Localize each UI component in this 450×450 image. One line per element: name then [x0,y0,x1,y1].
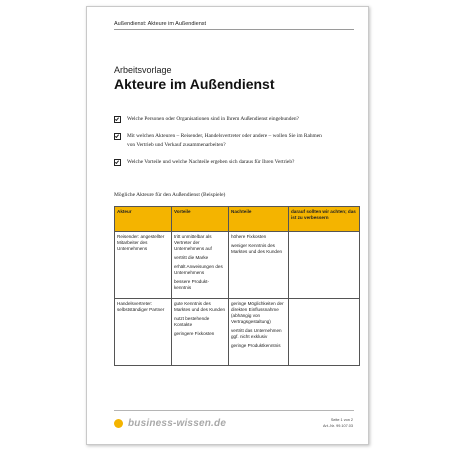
actors-table [114,206,360,366]
cell-line: geringere Fixkosten [174,331,215,336]
running-header: Außendienst: Akteure im Außendienst [114,21,207,27]
cell-line: gute Kenntnis des Marktes und des Kunden [174,301,226,312]
cell-line: geringe Möglichkeiten der direkten Einflussnahme (abhängig von Vertragsgestaltung) [231,301,284,324]
checklist-item-text: Mit welchen Akteuren – Reisender, Handelsvertreter oder andere – wollen Sie im Rahmen von Vertrieb und Verkauf zusammenarbeiten? [127,133,322,148]
cell-line: weniger Kenntnis des Marktes und des Kunden [231,243,283,254]
column-header-nachteile: Nachteile [229,207,289,232]
cell-line: geringe Produktkenntnis [231,343,281,348]
checklist-item-text: Welche Personen oder Organisationen sind in Ihrem Außendienst eingebunden? [127,116,299,122]
column-header-vorteile: Vorteile [172,207,229,232]
header-divider [114,29,354,30]
table-caption: Mögliche Akteure für den Außendienst (Beispiele) [114,192,226,198]
document-kicker: Arbeitsvorlage [114,65,172,75]
logo-dot-icon [114,419,123,428]
checkbox-checked-icon [114,133,121,140]
cell-line: tritt unmittelbar als Vertreter der Unternehmens auf [174,234,212,251]
cell-line: höhere Fixkosten [231,234,267,239]
column-header-akteur: Akteur [115,207,172,232]
table-row [115,299,360,366]
checkbox-checked-icon [114,116,121,123]
column-header-achten: darauf sollten wir achten; das ist zu verbessern [289,207,360,232]
cell-vorteile [172,232,229,299]
cell-line: vertritt die Marke [174,255,209,260]
document-page [86,6,369,445]
logo-text: business-wissen.de [128,418,227,429]
footer-divider [114,410,354,411]
cell-nachteile [229,299,289,366]
checklist-item-text: Welche Vorteile und welche Nachteile ergeben sich daraus für Ihren Vertrieb? [127,159,295,165]
cell-nachteile [229,232,289,299]
cell-line: bessere Produkt-kenntnis [174,279,209,290]
table-row [115,232,360,299]
checklist-item [114,158,329,167]
table-header-row [115,207,360,232]
checkbox-checked-icon [114,159,121,166]
cell-achten [289,232,360,299]
cell-line: nutzt bestehende Kontakte [174,316,210,327]
cell-line: vertritt das Unternehmen ggf. nicht exklusiv [231,328,282,339]
cell-akteur: Handelsvertreter: selbstständiger Partner [115,299,172,366]
checklist-item [114,132,329,150]
article-number: Art.-Nr. 99.107.03 [323,424,353,428]
brand-logo [114,418,226,429]
cell-akteur: Reisender: angestellter Mitarbeiter des Unternehmens [115,232,172,299]
checklist-item [114,115,329,124]
cell-line: erhält Anweisungen des Unternehmens [174,264,223,275]
page-number: Seite 1 von 2 [330,418,353,422]
checklist [114,115,329,175]
footer-meta [323,417,353,429]
cell-vorteile [172,299,229,366]
cell-achten [289,299,360,366]
document-title: Akteure im Außendienst [114,76,275,92]
